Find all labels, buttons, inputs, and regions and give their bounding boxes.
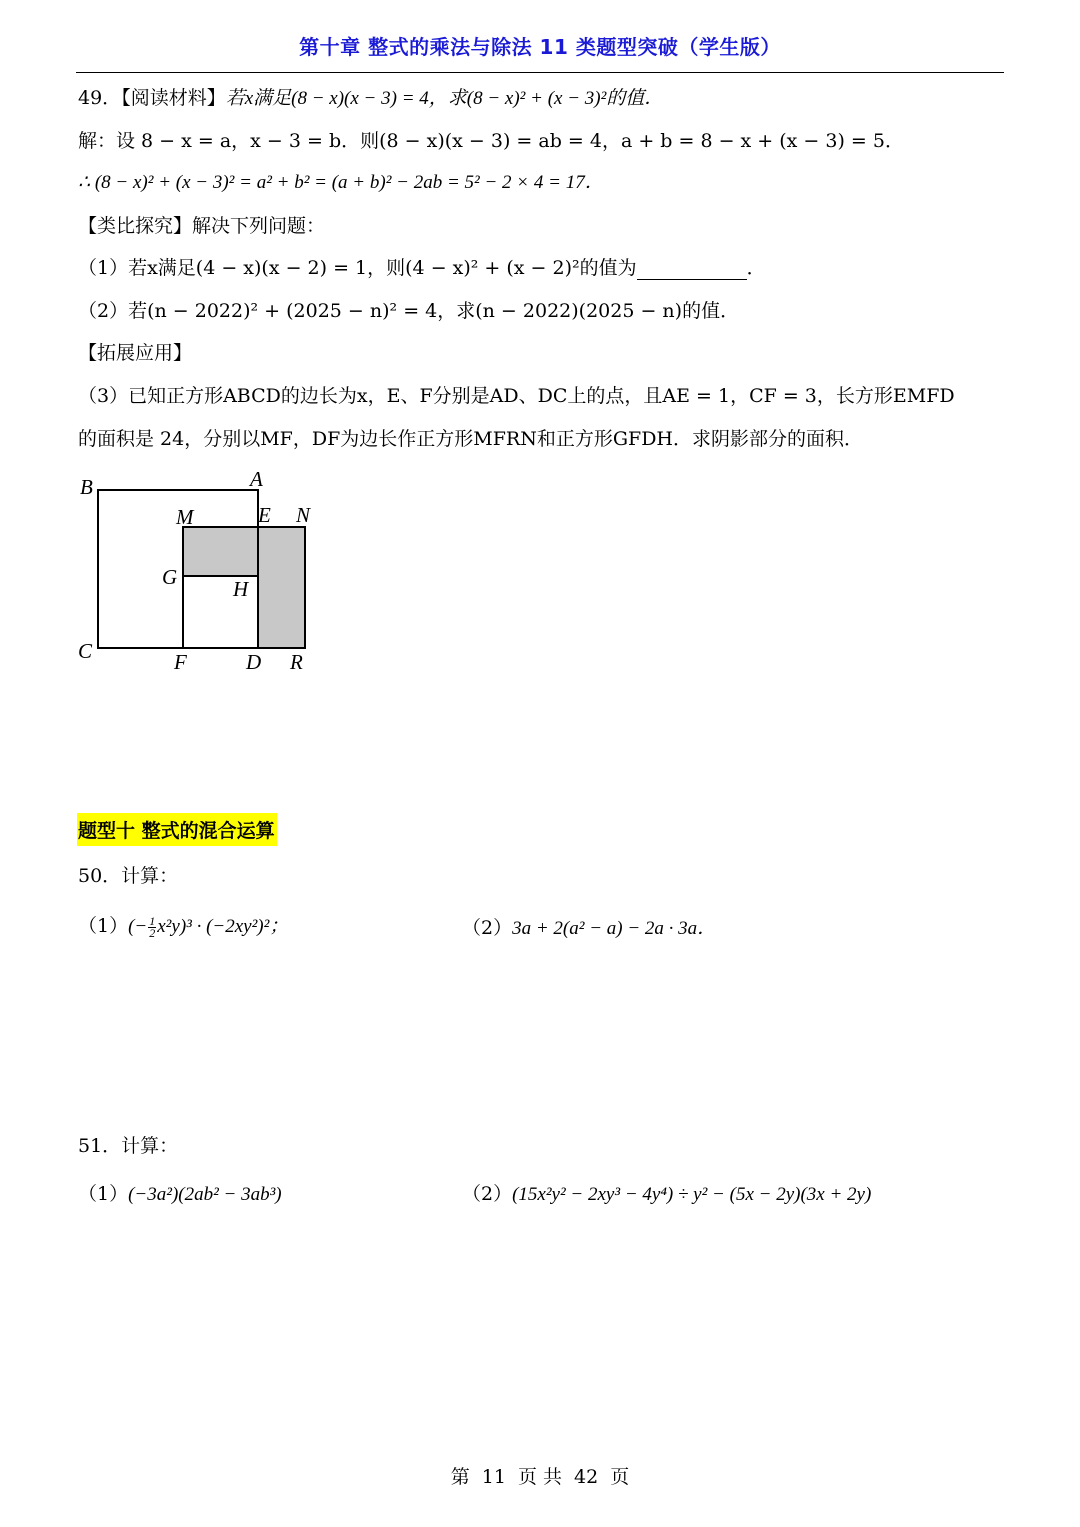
shaded-region-top [183, 527, 258, 576]
label-m: M [176, 505, 194, 529]
footer-suffix: 页 [610, 1466, 630, 1488]
q51-part1-expr: (−3a²)(2ab² − 3ab³) [128, 1184, 282, 1205]
section-heading: 题型十 整式的混合运算 [77, 813, 277, 846]
page-footer [0, 1462, 1080, 1489]
q50-part2-expr: 3a + 2(a² − a) − 2a · 3a． [512, 918, 717, 939]
footer-current-page: 11 [481, 1466, 506, 1488]
square-geometry-figure [70, 466, 330, 681]
footer-prefix: 第 [450, 1466, 470, 1488]
q51-part1-label: （1） [78, 1183, 129, 1205]
label-b: B [80, 475, 93, 499]
q51-part2-expr: (15x²y² − 2xy³ − 4y⁴) ÷ y² − (5x − 2y)(3x + 2y) [512, 1184, 872, 1205]
label-f: F [174, 650, 187, 674]
q50-part1-label: （1） [78, 915, 129, 937]
header-divider [76, 72, 1004, 73]
q49-analogy-text: 解决下列问题： [192, 215, 326, 237]
q49-number: 49． [78, 87, 122, 109]
q49-intro-line [78, 86, 663, 111]
label-a: A [250, 467, 263, 491]
q49-reading-tag: 【阅读材料】 [121, 87, 226, 109]
q50-part1-expr-a: (− [128, 916, 148, 937]
label-h: H [233, 577, 249, 601]
q50-part1 [78, 914, 288, 939]
q49-part1 [78, 256, 766, 280]
footer-total-pages: 42 [574, 1466, 599, 1488]
q49-solution-line-2: ∴ (8 − x)² + (x − 3)² = a² + b² = (a + b)² − 2ab = 5² − 2 × 4 = 17． [78, 172, 604, 193]
footer-mid: 页 共 [517, 1466, 563, 1488]
label-r: R [290, 650, 303, 674]
q49-part2: （2）若(n − 2022)² + (2025 − n)² = 4，求(n − 2022)(2025 − n)的值． [78, 300, 740, 322]
q50-part1-expr-b: x²y)³ · (−2xy²)²； [157, 916, 289, 937]
label-n: N [296, 503, 311, 527]
q51-number: 51．计算： [78, 1135, 179, 1157]
shaded-region-right [258, 527, 305, 648]
q50-part2 [462, 916, 716, 941]
q49-extend-tag: 【拓展应用】 [78, 342, 193, 364]
label-g: G [162, 565, 178, 589]
q49-analogy-tag: 【类比探究】 [78, 215, 193, 237]
q49-part3-line-2: 的面积是 24，分别以MF，DF为边长作正方形MFRN和正方形GFDH．求阴影部分的面积． [78, 428, 864, 450]
page-header-title: 第十章 整式的乘法与除法 11 类题型突破（学生版） [299, 35, 781, 59]
fraction-one-half: $\frac{1}{2}$ [149, 913, 156, 940]
q49-part1-end: ． [746, 257, 766, 279]
answer-blank[interactable] [637, 261, 747, 280]
q49-intro: 若x满足(8 − x)(x − 3) = 4，求(8 − x)² + (x − 3)²的值． [225, 88, 664, 109]
q49-solution-line-1: 解：设 8 − x = a，x − 3 = b．则(8 − x)(x − 3) = ab = 4，a + b = 8 − x + (x − 3) = 5． [78, 130, 904, 152]
q49-part3-line-1: （3）已知正方形ABCD的边长为x，E、F分别是AD、DC上的点，且AE = 1，CF = 3，长方形EMFD [78, 385, 955, 407]
q51-part2 [462, 1182, 871, 1207]
label-d: D [246, 650, 262, 674]
label-c: C [78, 639, 93, 663]
q49-part1-text: （1）若x满足(4 − x)(x − 2) = 1，则(4 − x)² + (x − 2)²的值为 [78, 257, 637, 279]
q50-part2-label: （2） [462, 917, 513, 939]
q49-analogy-line [78, 214, 325, 238]
label-e: E [258, 503, 271, 527]
q51-part1 [78, 1182, 282, 1207]
q51-part2-label: （2） [462, 1183, 513, 1205]
q50-number: 50．计算： [78, 865, 179, 887]
